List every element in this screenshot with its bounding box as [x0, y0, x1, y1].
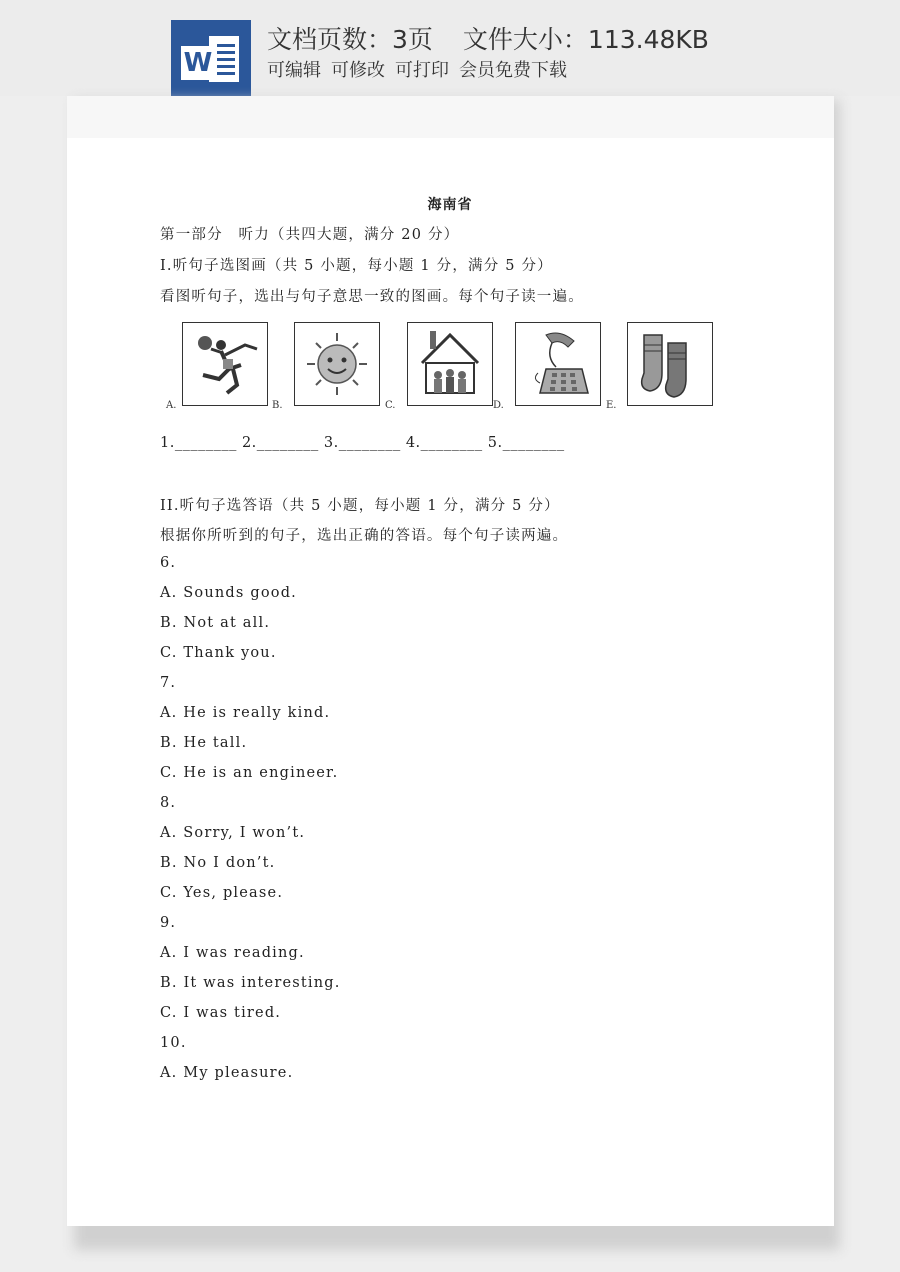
question-number-6: 6. — [160, 555, 177, 571]
question-number-10: 10. — [160, 1035, 187, 1051]
option-line: B. He tall. — [160, 735, 248, 751]
option-line: A. Sounds good. — [160, 585, 297, 601]
question-number-8: 8. — [160, 795, 177, 811]
feature-printable: 可打印 — [395, 60, 449, 81]
feature-editable: 可编辑 — [267, 60, 321, 81]
option-line: C. He is an engineer. — [160, 765, 339, 781]
option-line: A. My pleasure. — [160, 1065, 294, 1081]
feature-member-download: 会员免费下载 — [459, 60, 567, 81]
option-line: A. Sorry, I won’t. — [160, 825, 306, 841]
question-number-9: 9. — [160, 915, 177, 931]
option-line: C. I was tired. — [160, 1005, 282, 1021]
section2-instruction: 根据你所听到的句子，选出正确的答语。每个句子读两遍。 — [160, 528, 569, 544]
word-document-icon — [171, 20, 251, 96]
option-line: A. He is really kind. — [160, 705, 331, 721]
socks-icon — [627, 322, 713, 406]
section1-instruction: 看图听句子，选出与句子意思一致的图画。每个句子读一遍。 — [160, 289, 584, 305]
file-size: 文件大小：113.48KB — [462, 25, 709, 54]
option-line: B. It was interesting. — [160, 975, 341, 991]
section2-heading: II.听句子选答语（共 5 小题，每小题 1 分，满分 5 分） — [160, 498, 560, 514]
basketball-player-icon — [182, 322, 268, 406]
feature-modifiable: 可修改 — [331, 60, 385, 81]
telephone-icon — [515, 322, 601, 406]
feature-list — [267, 56, 577, 82]
picture-label-b: B. — [272, 400, 283, 411]
option-line: B. No I don’t. — [160, 855, 276, 871]
family-house-icon — [407, 322, 493, 406]
page-top-band — [67, 96, 834, 138]
question-number-7: 7. — [160, 675, 177, 691]
part1-heading: 第一部分 听力（共四大题，满分 20 分） — [160, 227, 460, 243]
answer-blanks: 1.________ 2.________ 3.________ 4.________ 5.________ — [160, 435, 565, 451]
file-meta — [267, 20, 709, 56]
option-line: C. Yes, please. — [160, 885, 284, 901]
picture-label-a: A. — [166, 400, 177, 411]
picture-label-d: D. — [493, 400, 504, 411]
picture-label-e: E. — [606, 400, 617, 411]
option-line: B. Not at all. — [160, 615, 271, 631]
section1-heading: I.听句子选图画（共 5 小题，每小题 1 分，满分 5 分） — [160, 258, 553, 274]
document-title: 海南省 — [427, 197, 473, 213]
word-letter: W — [181, 46, 215, 80]
page-count: 文档页数：3页 — [267, 25, 433, 54]
option-line: C. Thank you. — [160, 645, 277, 661]
smiling-sun-icon — [294, 322, 380, 406]
option-line: A. I was reading. — [160, 945, 305, 961]
picture-label-c: C. — [385, 400, 396, 411]
